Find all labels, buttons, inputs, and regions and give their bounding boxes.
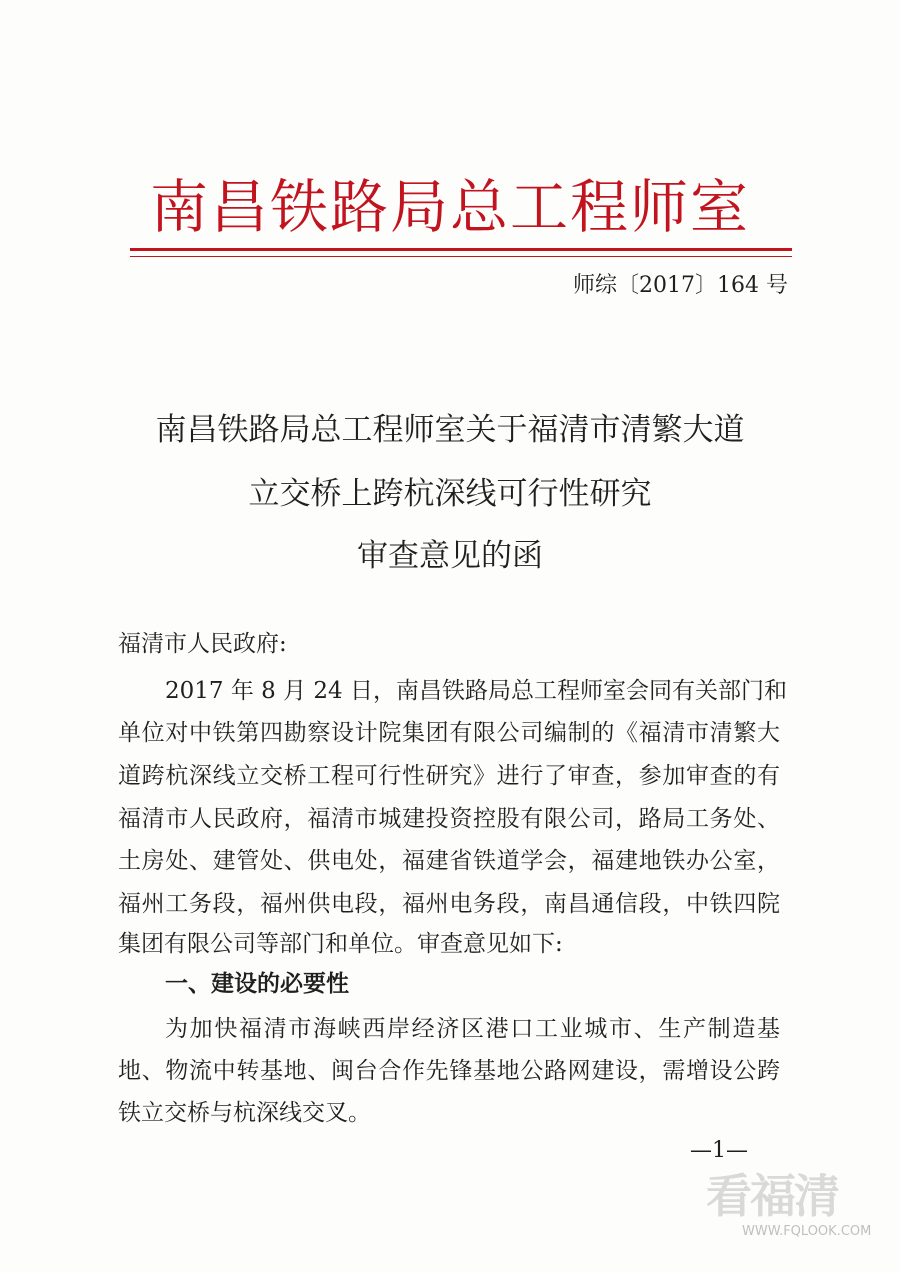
- page-number: —1—: [690, 1138, 748, 1163]
- section-heading-necessity: 一、建设的必要性: [165, 970, 349, 997]
- paragraph-1-line: 2017 年 8 月 24 日，南昌铁路局总工程师室会同有关部门和: [165, 678, 787, 704]
- document-title-line-3: 审查意见的函: [357, 538, 543, 574]
- document-title-line-1: 南昌铁路局总工程师室关于福清市清繁大道: [155, 412, 745, 448]
- site-watermark: [706, 1160, 876, 1248]
- watermark-logo: 看福清: [706, 1169, 838, 1223]
- paragraph-1-line: 道跨杭深线立交桥工程可行性研究》进行了审查，参加审查的有: [118, 763, 780, 789]
- letterhead-rule-thick: [130, 248, 792, 251]
- section-1-line: 地、物流中转基地、闽台合作先锋基地公路网建设，需增设公跨: [118, 1058, 780, 1084]
- paragraph-1-line: 单位对中铁第四勘察设计院集团有限公司编制的《福清市清繁大: [118, 720, 780, 746]
- document-title-line-2: 立交桥上跨杭深线可行性研究: [248, 476, 652, 512]
- salutation: 福清市人民政府:: [118, 631, 287, 657]
- document-number: 师综〔2017〕164 号: [573, 273, 788, 298]
- watermark-url: WWW.FQLOOK.COM: [742, 1224, 872, 1239]
- paragraph-1-line: 福清市人民政府，福清市城建投资控股有限公司，路局工务处、: [118, 806, 780, 832]
- section-1-line: 铁立交桥与杭深线交叉。: [118, 1100, 371, 1126]
- paragraph-1-line: 土房处、建管处、供电处，福建省铁道学会，福建地铁办公室，: [118, 848, 780, 874]
- paragraph-1-line: 集团有限公司等部门和单位。审查意见如下:: [118, 931, 563, 957]
- letterhead-rule-thin: [130, 256, 792, 257]
- letterhead-title: 南昌铁路局总工程师室: [149, 173, 750, 241]
- section-1-line: 为加快福清市海峡西岸经济区港口工业城市、生产制造基: [165, 1016, 780, 1042]
- paragraph-1-line: 福州工务段，福州供电段，福州电务段，南昌通信段，中铁四院: [118, 891, 780, 917]
